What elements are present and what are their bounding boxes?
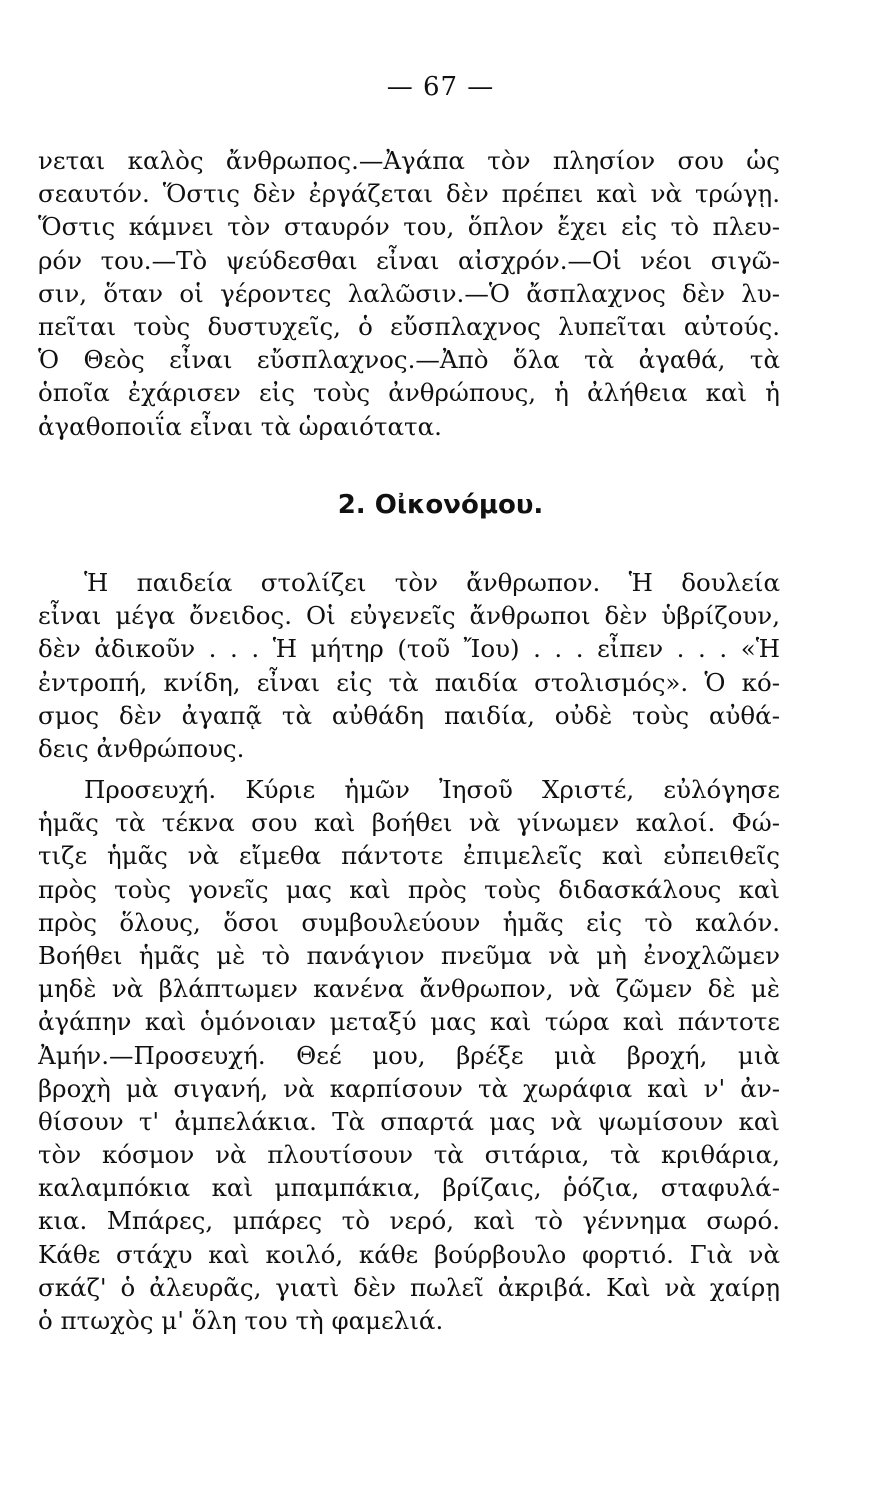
text-line: ἀγάπην καὶ ὁμόνοιαν μεταξύ μας καὶ τώρα καὶ πάντοτε [38,1007,780,1037]
text-line: ρόν του.—Τὸ ψεύδεσθαι εἶναι αἰσχρόν.—Οἱ νέοι σιγῶ- [38,245,780,275]
text-line: βροχὴ μὰ σιγανή, νὰ καρπίσουν τὰ χωράφια καὶ ν' ἀν- [38,1073,780,1103]
text-line: δὲν ἀδικοῦν . . . Ἡ μήτηρ (τοῦ Ἴου) . . . εἶπεν . . . «Ἡ [38,634,780,664]
text-line: δεις ἀνθρώπους. [38,733,245,763]
text-line: Βοήθει ἡμᾶς μὲ τὸ πανάγιον πνεῦμα νὰ μὴ ἐνοχλῶμεν [38,940,780,970]
paragraph-prayer [38,773,780,1337]
text-line: τὸν κόσμον νὰ πλουτίσουν τὰ σιτάρια, τὰ κριθάρια, [38,1140,780,1170]
text-line: πρὸς τοὺς γονεῖς μας καὶ πρὸς τοὺς διδασκάλους καὶ [38,874,780,904]
text-line: καλαμπόκια καὶ μπαμπάκια, βρίζαις, ῥόζια, σταφυλά- [38,1173,780,1203]
text-line: Ὅστις κάμνει τὸν σταυρόν του, ὅπλον ἔχει εἰς τὸ πλευ- [38,212,780,242]
text-line: σιν, ὅταν οἱ γέροντες λαλῶσιν.—Ὁ ἄσπλαχνος δὲν λυ- [38,278,780,308]
text-line: Ἀμήν.—Προσευχή. Θεέ μου, βρέξε μιὰ βροχή, μιὰ [38,1040,780,1070]
text-line: Προσευχή. Κύριε ἡμῶν Ἰησοῦ Χριστέ, εὐλόγησε [84,775,780,804]
text-line: Ὁ Θεὸς εἶναι εὔσπλαχνος.—Ἀπὸ ὅλα τὰ ἀγαθά, τὰ [38,345,780,375]
text-line: ἐντροπή, κνίδη, εἶναι εἰς τὰ παιδία στολισμός». Ὁ κό- [38,667,780,697]
text-line: σκάζ' ὁ ἀλευρᾶς, γιατὶ δὲν πωλεῖ ἀκριβά. Καὶ νὰ χαίρῃ [38,1272,780,1302]
text-line: μηδὲ νὰ βλάπτωμεν κανένα ἄνθρωπον, νὰ ζῶμεν δὲ μὲ [38,974,780,1004]
paragraph-proverbs [38,144,780,443]
text-line: ἀγαθοποιΐα εἶναι τὰ ὡραιότατα. [38,411,442,441]
text-line: ὁποῖα ἐχάρισεν εἰς τοὺς ἀνθρώπους, ἡ ἀλήθεια καὶ ἡ [38,378,780,408]
text-line: ἡμᾶς τὰ τέκνα σου καὶ βοήθει νὰ γίνωμεν καλοί. Φώ- [38,808,780,838]
section-heading: 2. Οἰκονόμου. [337,490,544,520]
text-line: σεαυτόν. Ὅστις δὲν ἐργάζεται δὲν πρέπει καὶ νὰ τρώγῃ. [38,179,780,209]
text-line: θίσουν τ' ἀμπελάκια. Τὰ σπαρτά μας νὰ ψωμίσουν καὶ [38,1106,780,1136]
text-line: σμος δὲν ἀγαπᾷ τὰ αὐθάδη παιδία, οὐδὲ τοὺς αὐθά- [38,700,780,730]
page-number: — 67 — [386,72,495,102]
text-line: κια. Μπάρες, μπάρες τὸ νερό, καὶ τὸ γέννημα σωρό. [38,1206,780,1236]
text-line: ὁ πτωχὸς μ' ὅλη του τὴ φαμελιά. [38,1306,444,1335]
paragraph-oikonomou [38,566,780,765]
text-line: Κάθε στάχυ καὶ κοιλό, κάθε βούρβουλο φορτιό. Γιὰ νὰ [38,1239,780,1269]
text-line: Ἡ παιδεία στολίζει τὸν ἄνθρωπον. Ἡ δουλεία [84,568,780,597]
text-line: τιζε ἡμᾶς νὰ εἴμεθα πάντοτε ἐπιμελεῖς καὶ εὐπειθεῖς [38,841,780,871]
text-line: εἶναι μέγα ὄνειδος. Οἱ εὐγενεῖς ἄνθρωποι δὲν ὑβρίζουν, [38,601,780,631]
text-line: πρὸς ὅλους, ὅσοι συμβουλεύουν ἡμᾶς εἰς τὸ καλόν. [38,907,780,937]
text-line: πεῖται τοὺς δυστυχεῖς, ὁ εὔσπλαχνος λυπεῖται αὐτούς. [38,311,780,341]
text-line: νεται καλὸς ἄνθρωπος.—Ἀγάπα τὸν πλησίον σου ὡς [38,146,780,175]
